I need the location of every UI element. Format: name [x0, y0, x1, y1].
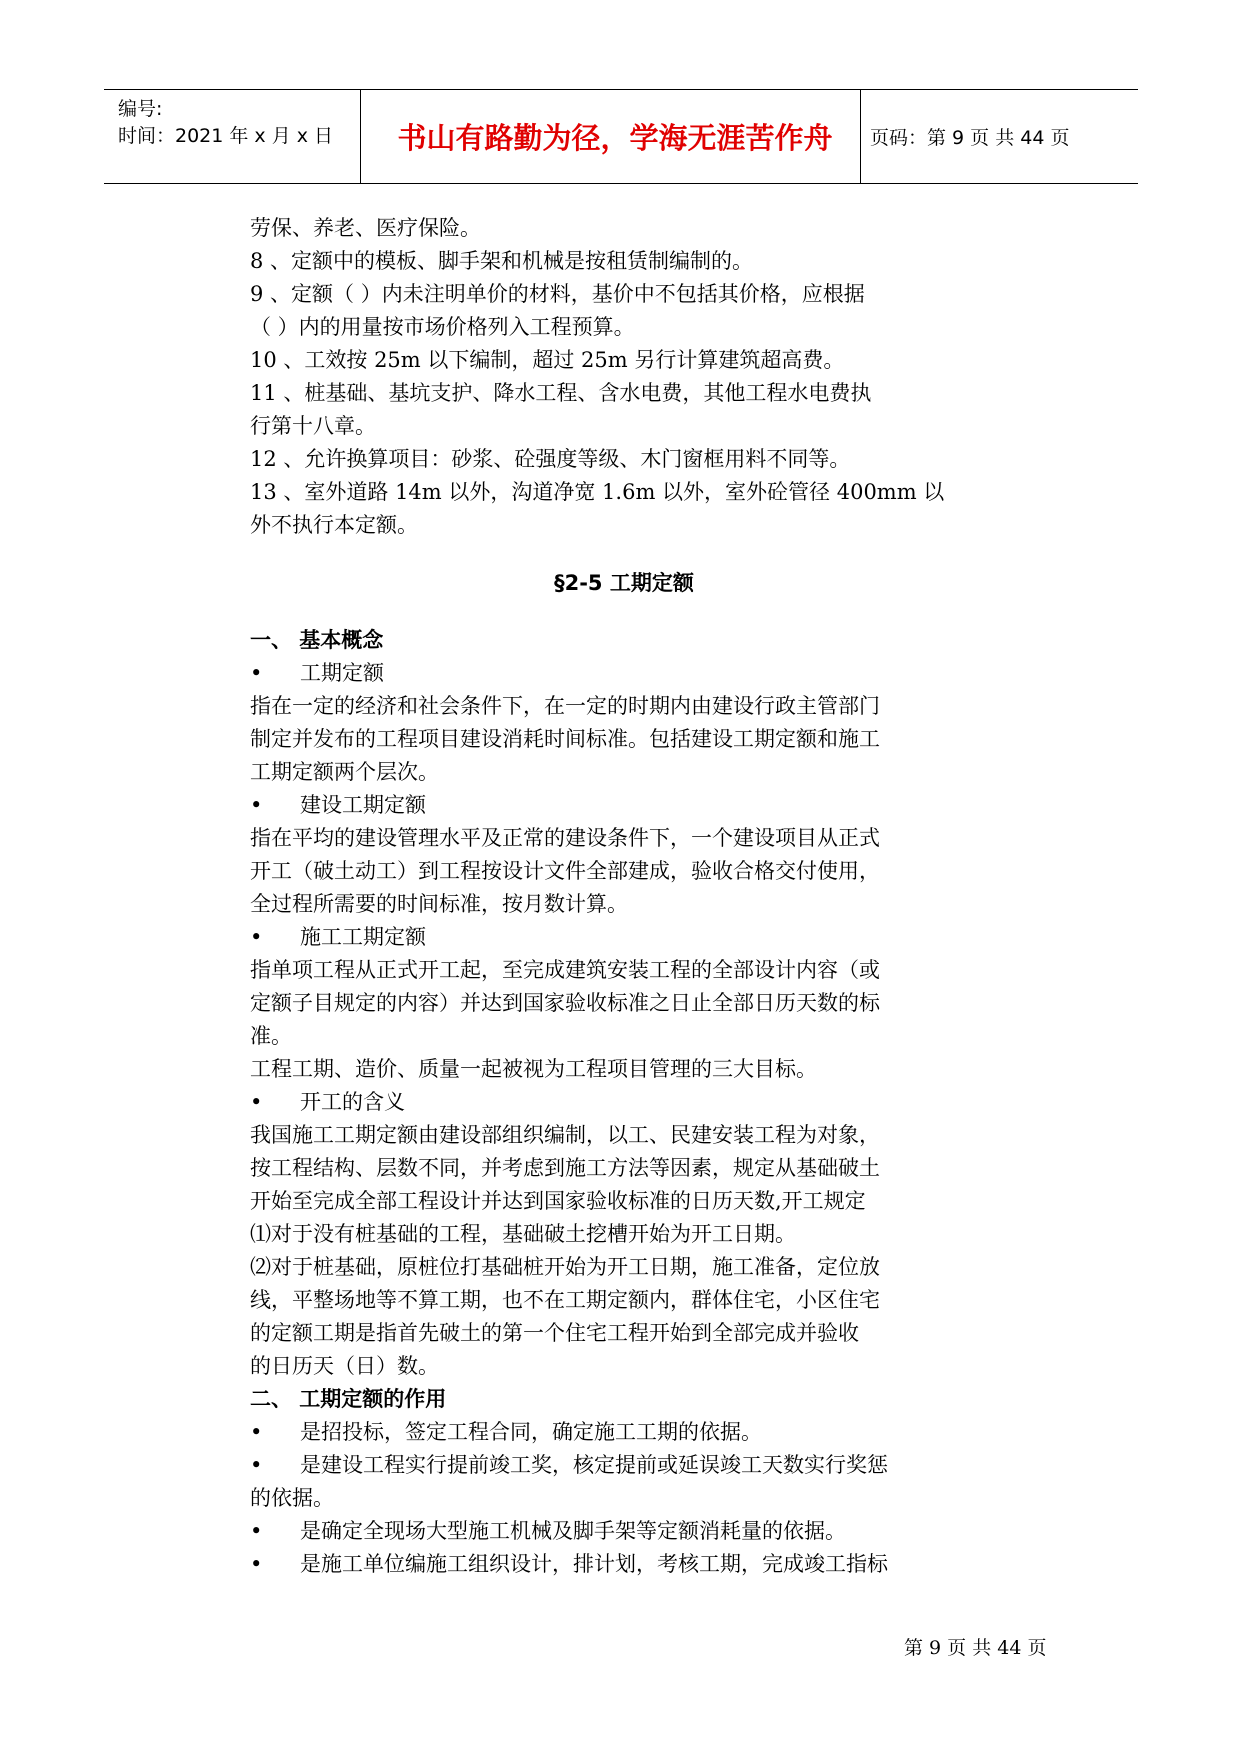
- page-header: [104, 89, 1138, 184]
- text-line: 12 、允许换算项目：砂浆、砼强度等级、木门窗框用料不同等。: [250, 447, 851, 471]
- bullet-icon: •: [250, 925, 263, 949]
- subsection-title: 一、 基本概念: [250, 628, 384, 652]
- text-line: 的定额工期是指首先破土的第一个住宅工程开始到全部完成并验收: [250, 1321, 859, 1345]
- text-line: 定额子目规定的内容）并达到国家验收标准之日止全部日历天数的标: [250, 991, 880, 1015]
- bullet-icon: •: [250, 1090, 263, 1114]
- text-line: 全过程所需要的时间标准，按月数计算。: [250, 892, 628, 916]
- bullet-item: [250, 1449, 998, 1482]
- text-line: 指单项工程从正式开工起，至完成建筑安装工程的全部设计内容（或: [250, 958, 880, 982]
- text-line: 准。: [250, 1024, 292, 1048]
- text-line: 指在平均的建设管理水平及正常的建设条件下，一个建设项目从正式: [250, 826, 880, 850]
- header-divider: [860, 90, 861, 183]
- bullet-item: [250, 1416, 998, 1449]
- text-line: 11 、桩基础、基坑支护、降水工程、含水电费，其他工程水电费执: [250, 381, 872, 405]
- bullet-text: 建设工期定额: [300, 793, 426, 817]
- document-date-label: 时间：2021 年 x 月 x 日: [118, 125, 334, 147]
- document-number-label: 编号:: [118, 98, 163, 120]
- bullet-icon: •: [250, 1453, 263, 1477]
- text-line: 的依据。: [250, 1486, 334, 1510]
- bullet-icon: •: [250, 1420, 263, 1444]
- bullet-item: [250, 921, 998, 954]
- text-line: 线，平整场地等不算工期，也不在工期定额内，群体住宅，小区住宅: [250, 1288, 880, 1312]
- bullet-text: 是施工单位编施工组织设计，排计划，考核工期，完成竣工指标: [300, 1552, 888, 1576]
- text-line: 指在一定的经济和社会条件下，在一定的时期内由建设行政主管部门: [250, 694, 880, 718]
- text-line: 工期定额两个层次。: [250, 760, 439, 784]
- bullet-text: 是建设工程实行提前竣工奖，核定提前或延误竣工天数实行奖惩: [300, 1453, 888, 1477]
- text-line: 工程工期、造价、质量一起被视为工程项目管理的三大目标。: [250, 1057, 817, 1081]
- text-line: 行第十八章。: [250, 414, 376, 438]
- bullet-item: [250, 1086, 998, 1119]
- text-line: 9 、定额（ ）内未注明单价的材料，基价中不包括其价格，应根据: [250, 282, 865, 306]
- section-heading: §2-5 工期定额: [554, 571, 694, 595]
- bullet-text: 是招投标，签定工程合同，确定施工工期的依据。: [300, 1420, 762, 1444]
- text-line: （ ）内的用量按市场价格列入工程预算。: [250, 315, 635, 339]
- bullet-text: 是确定全现场大型施工机械及脚手架等定额消耗量的依据。: [300, 1519, 846, 1543]
- text-line: 外不执行本定额。: [250, 513, 418, 537]
- bullet-icon: •: [250, 1519, 263, 1543]
- text-line: ⑵对于桩基础，原桩位打基础桩开始为开工日期，施工准备，定位放: [250, 1255, 880, 1279]
- bullet-text: 施工工期定额: [300, 925, 426, 949]
- text-line: 制定并发布的工程项目建设消耗时间标准。包括建设工期定额和施工: [250, 727, 880, 751]
- subsection-title: 二、 工期定额的作用: [250, 1387, 447, 1411]
- bullet-text: 开工的含义: [300, 1090, 405, 1114]
- header-divider: [360, 90, 361, 183]
- text-line: 开工（破土动工）到工程按设计文件全部建成，验收合格交付使用，: [250, 859, 880, 883]
- bullet-icon: •: [250, 661, 263, 685]
- text-line: 10 、工效按 25m 以下编制，超过 25m 另行计算建筑超高费。: [250, 348, 845, 372]
- document-body: [250, 212, 998, 1581]
- header-page-number: 页码：第 9 页 共 44 页: [870, 127, 1070, 149]
- text-line: ⑴对于没有桩基础的工程，基础破土挖槽开始为开工日期。: [250, 1222, 796, 1246]
- text-line: 的日历天（日）数。: [250, 1354, 439, 1378]
- text-line: 13 、室外道路 14m 以外，沟道净宽 1.6m 以外，室外砼管径 400mm 以: [250, 480, 945, 504]
- text-line: 我国施工工期定额由建设部组织编制，以工、民建安装工程为对象，: [250, 1123, 880, 1147]
- bullet-item: [250, 789, 998, 822]
- bullet-icon: •: [250, 793, 263, 817]
- page-footer: 第 9 页 共 44 页: [904, 1637, 1047, 1659]
- header-motto: 书山有路勤为径，学海无涯苦作舟: [397, 121, 833, 155]
- bullet-item: [250, 1548, 998, 1581]
- bullet-text: 工期定额: [300, 661, 384, 685]
- bullet-item: [250, 657, 998, 690]
- header-meta: [118, 96, 333, 150]
- text-line: 开始至完成全部工程设计并达到国家验收标准的日历天数,开工规定: [250, 1189, 866, 1213]
- text-line: 按工程结构、层数不同，并考虑到施工方法等因素，规定从基础破土: [250, 1156, 880, 1180]
- text-line: 8 、定额中的模板、脚手架和机械是按租赁制编制的。: [250, 249, 754, 273]
- bullet-item: [250, 1515, 998, 1548]
- text-line: 劳保、养老、医疗保险。: [250, 216, 481, 240]
- bullet-icon: •: [250, 1552, 263, 1576]
